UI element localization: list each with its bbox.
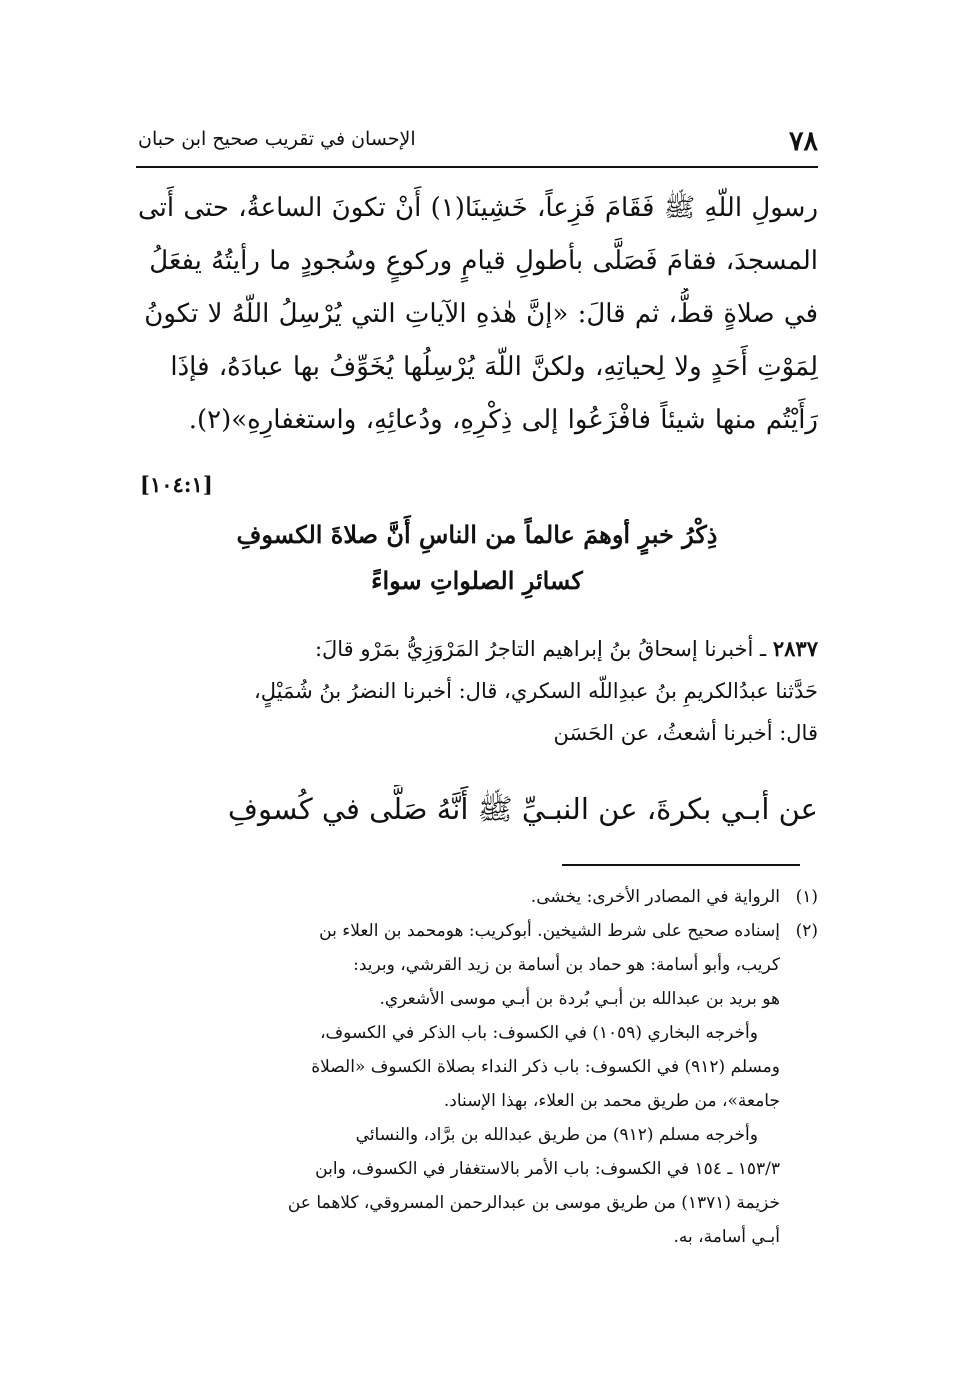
chapter-heading-line2: كسائرِ الصلواتِ سواءً: [371, 566, 583, 595]
hadith-isnad: [138, 628, 818, 754]
footnote-1: [138, 880, 818, 914]
running-title: الإحسان في تقريب صحيح ابن حبان: [138, 128, 416, 150]
text-line: لِمَوْتِ أَحَدٍ ولا لِحياتِهِ، ولكنَّ اللّهَ يُرْسِلُها يُخَوِّفُ بها عبادَهُ، فإذَا: [170, 352, 818, 382]
footnote-line: جامعة»، من طريق محمد بن العلاء، بهذا الإسناد.: [443, 1091, 780, 1111]
footnote-line: أبـي أسامة، به.: [673, 1227, 780, 1247]
page-number: ٧٨: [788, 126, 818, 157]
footnote-divider: [562, 864, 800, 866]
main-hadith-text: [138, 182, 818, 447]
footnote-line: ومسلم (٩١٢) في الكسوف: باب ذكر النداء بصلاة الكسوف «الصلاة: [311, 1057, 780, 1077]
isnad-line: [138, 628, 818, 670]
chapter-heading: ذِكْرُ خبرٍ أوهمَ عالماً من الناسِ أَنَّ صلاةَ الكسوفِ: [236, 520, 718, 549]
footnotes: [138, 880, 818, 1254]
header-divider: [136, 166, 818, 168]
footnote-marker: (١): [795, 887, 818, 907]
footnote-marker: (٢): [795, 921, 818, 941]
cross-reference: [١٠٤:١]: [140, 472, 213, 497]
footnote-line: خزيمة (١٣٧١) من طريق موسى بن عبدالرحمن المسروقي، كلاهما عن: [287, 1193, 780, 1213]
footnote-line: كريب، وأبو أسامة: هو حماد بن أسامة بن زيد القرشي، وبريد:: [353, 955, 780, 975]
isnad-line: حَدَّثنا عبدُالكريمِ بنُ عبدِاللّه السكري، قال: أخبرنا النضرُ بنُ شُمَيْلٍ،: [253, 679, 818, 703]
isnad-text: ـ أخبرنا إسحاقُ بنُ إبراهيم التاجرُ المَرْوَزِيُّ بمَرْو قالَ:: [314, 637, 773, 661]
text-line: رسولِ اللّهِ ﷺ فَقَامَ فَزِعاً، خَشِينَا(١) أَنْ تكونَ الساعةُ، حتى أَتى: [138, 193, 818, 223]
page-header: [136, 118, 818, 166]
text-line: في صلاةٍ قطُّ، ثم قالَ: «إنَّ هٰذهِ الآياتِ التي يُرْسِلُ اللّهُ لا تكونُ: [144, 299, 818, 329]
footnote-line: وأخرجه البخاري (١٠٥٩) في الكسوف: باب الذكر في الكسوف،: [320, 1023, 758, 1043]
isnad-line: قال: أخبرنا أشعثُ، عن الحَسَن: [553, 721, 818, 745]
hadith-number: ٢٨٣٧: [772, 636, 818, 661]
footnote-text: إسناده صحيح على شرط الشيخين. أبوكريب: هومحمد بن العلاء بن: [319, 921, 780, 941]
hadith-matn: عن أبـي بكرةَ، عن النبـيِّ ﷺ أَنَّهُ صَلَّى في كُسوفِ: [227, 792, 818, 826]
footnote-line: ١٥٣/٣ ـ ١٥٤ في الكسوف: باب الأمر بالاستغفار في الكسوف، وابن: [315, 1159, 780, 1179]
footnote-text: الرواية في المصادر الأخرى: يخشى.: [530, 887, 780, 907]
footnote-2: [138, 914, 818, 948]
footnote-line: وأخرجه مسلم (٩١٢) من طريق عبدالله بن برَّاد، والنسائي: [355, 1125, 758, 1145]
text-line: المسجدَ، فقامَ فَصَلَّى بأطولِ قيامٍ وركوعٍ وسُجودٍ ما رأيتُهُ يفعَلُ: [149, 246, 818, 276]
footnote-line: هو بريد بن عبدالله بن أبـي بُردة بن أبـي موسى الأشعري.: [379, 989, 780, 1009]
text-line: رَأَيْتُم منها شيئاً فافْزَعُوا إلى ذِكْرِهِ، ودُعائِهِ، واستغفارِهِ»(٢).: [188, 405, 818, 435]
